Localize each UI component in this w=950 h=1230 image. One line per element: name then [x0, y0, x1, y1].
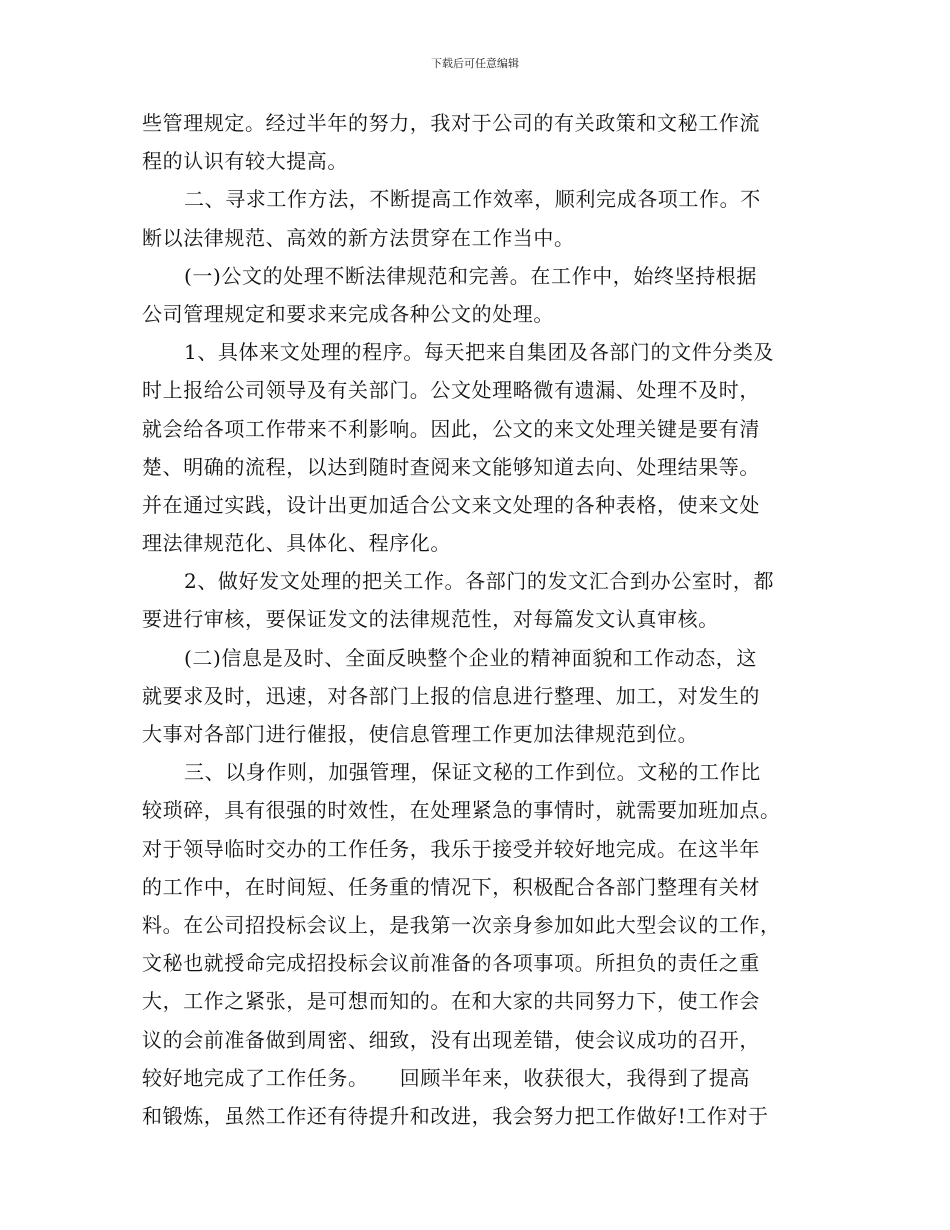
text-line: 理法律规范化、具体化、程序化。 — [142, 531, 451, 556]
paragraph-start-line: 二、寻求工作方法，不断提高工作效率，顺利完成各项工作。不 — [184, 187, 761, 212]
paragraph-start-line: 三、以身作则，加强管理，保证文秘的工作到位。文秘的工作比 — [184, 760, 761, 785]
paragraph-start-line: 2、做好发文处理的把关工作。各部门的发文汇合到办公室时，都 — [184, 569, 775, 594]
text-line: 较琐碎，具有很强的时效性，在处理紧急的事情时，就需要加班加点。 — [142, 798, 781, 823]
text-line: 并在通过实践，设计出更加适合公文来文处理的各种表格，使来文处 — [142, 492, 760, 517]
text-line: 和锻炼，虽然工作还有待提升和改进，我会努力把工作做好!工作对于 — [142, 1103, 769, 1128]
text-line: 要进行审核，要保证发文的法律规范性，对每篇发文认真审核。 — [142, 607, 719, 632]
text-line: 大，工作之紧张，是可想而知的。在和大家的共同努力下，使工作会 — [142, 989, 760, 1014]
text-line: 的工作中，在时间短、任务重的情况下，积极配合各部门整理有关材 — [142, 874, 760, 899]
document-body — [142, 104, 812, 1135]
text-line: 断以法律规范、高效的新方法贯穿在工作当中。 — [142, 225, 575, 250]
text-line: 大事对各部门进行催报，使信息管理工作更加法律规范到位。 — [142, 722, 699, 746]
paragraph-start-line: 1、具体来文处理的程序。每天把来自集团及各部门的文件分类及 — [184, 340, 775, 365]
text-line: 就会给各项工作带来不利影响。因此，公文的来文处理关键是要有清 — [142, 416, 760, 441]
text-line: 对于领导临时交办的工作任务，我乐于接受并较好地完成。在这半年 — [142, 836, 760, 861]
text-line: 些管理规定。经过半年的努力，我对于公司的有关政策和文秘工作流 — [142, 111, 760, 135]
text-line: 程的认识有较大提高。 — [142, 149, 348, 174]
text-line: 时上报给公司领导及有关部门。公文处理略微有遗漏、处理不及时， — [142, 378, 760, 403]
text-line: 公司管理规定和要求来完成各种公文的处理。 — [142, 301, 554, 326]
text-line: 料。在公司招投标会议上，是我第一次亲身参加如此大型会议的工作， — [142, 912, 781, 937]
paragraph-start-line: (一)公文的处理不断法律规范和完善。在工作中，始终坚持根据 — [184, 263, 758, 288]
page-header: 下载后可任意编辑 — [431, 57, 519, 70]
text-line: 文秘也就授命完成招投标会议前准备的各项事项。所担负的责任之重 — [142, 951, 760, 976]
text-line: 较好地完成了工作任务。 回顾半年来，收获很大，我得到了提高 — [142, 1065, 750, 1090]
text-line: 楚、明确的流程，以达到随时查阅来文能够知道去向、处理结果等。 — [142, 454, 760, 479]
text-line: 议的会前准备做到周密、细致，没有出现差错，使会议成功的召开， — [142, 1027, 760, 1052]
text-line: 就要求及时，迅速，对各部门上报的信息进行整理、加工，对发生的 — [142, 683, 760, 708]
paragraph-start-line: (二)信息是及时、全面反映整个企业的精神面貌和工作动态，这 — [184, 645, 758, 670]
